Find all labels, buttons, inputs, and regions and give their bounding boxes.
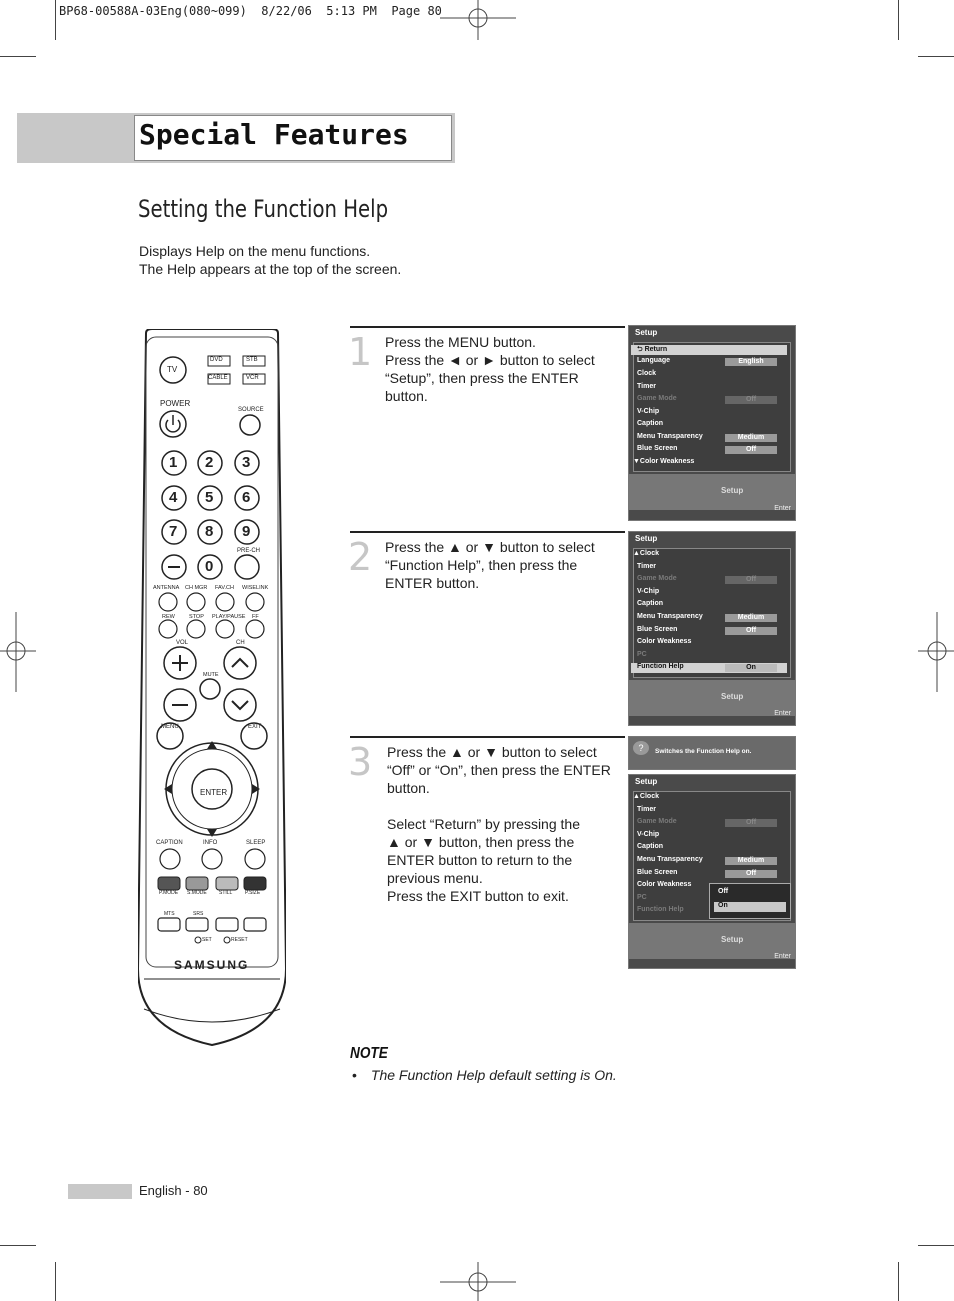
menu-item-vchip[interactable]: V-Chip [637,831,660,838]
menu-item-clock[interactable]: Clock [637,370,657,377]
menu-value: Off [725,576,777,584]
menu-value: On [725,664,777,672]
menu-value: Medium [725,857,777,865]
step-3-rule [350,736,625,738]
note-body: The Function Help default setting is On. [370,1067,617,1083]
step-2-text: Press the ▲ or ▼ button to select “Function Help”, then press the ENTER button. [385,539,595,591]
remote-digit-7: 7 [169,523,178,540]
remote-smode-label: S.MODE [187,890,207,896]
remote-stb-label: STB [246,357,258,363]
off-on-popup [709,883,791,919]
menu-item-caption[interactable]: Caption [637,843,664,850]
remote-stop-label: STOP [189,614,204,620]
setup-tab-label: Setup [721,692,744,701]
remote-caption-label: CAPTION [156,840,183,846]
step-2-rule [350,531,625,533]
remote-control-illustration [138,329,286,1047]
menu-item-color-weakness[interactable]: Color Weakness [637,881,692,888]
menu-item-menu-transparency[interactable]: Menu Transparency Medium [637,613,787,623]
remote-enter-label: ENTER [200,788,228,797]
remote-brand-logo: SAMSUNG [174,958,250,972]
setup-screen-2 [628,531,796,726]
note-text [352,1067,617,1083]
remote-exit-label: EXIT [248,724,262,730]
screen-title: Setup [635,328,658,337]
help-text: Switches the Function Help on. [655,748,752,755]
enter-hint: Enter [774,953,791,960]
remote-still-label: STILL [219,890,233,896]
menu-item-timer[interactable]: Timer [637,806,656,813]
remote-favch-label: FAV.CH [215,585,234,591]
screen-title: Setup [635,777,658,786]
menu-item-timer[interactable]: Timer [637,563,656,570]
remote-antenna-label: ANTENNA [153,585,180,591]
menu-item-clock[interactable]: ▲Clock [633,550,659,557]
menu-item-vchip[interactable]: V-Chip [637,408,660,415]
menu-value: English [725,358,777,366]
registration-mark-right [918,612,954,692]
page-number: English - 80 [139,1183,208,1198]
setup-tab-label: Setup [721,486,744,495]
menu-item-language[interactable]: Language English [637,357,787,367]
remote-digit-9: 9 [242,523,251,540]
menu-item-vchip[interactable]: V-Chip [637,588,660,595]
menu-item-menu-transparency[interactable]: Menu Transparency Medium [637,433,787,443]
menu-item-game-mode: Game Mode Off [637,575,787,585]
setup-screen-1 [628,325,796,521]
screen-footer [629,923,795,959]
remote-digit-3: 3 [242,454,251,471]
menu-item-menu-transparency[interactable]: Menu Transparency Medium [637,856,787,866]
menu-item-blue-screen[interactable]: Blue Screen Off [637,869,787,879]
menu-value: Medium [725,434,777,442]
menu-item-color-weakness[interactable]: ▼Color Weakness [633,458,695,465]
intro-text [139,242,401,278]
menu-item-color-weakness[interactable]: Color Weakness [637,638,692,645]
note-bullet: • [352,1067,357,1083]
menu-item-game-mode: Game Mode Off [637,818,787,828]
help-icon: ? [633,741,649,755]
remote-ch-label: CH [236,640,245,646]
menu-value: Medium [725,614,777,622]
menu-item-blue-screen[interactable]: Blue Screen Off [637,445,787,455]
intro-line-2: The Help appears at the top of the screen. [139,261,402,277]
remote-chmgr-label: CH MGR [185,585,208,591]
remote-digit-6: 6 [242,489,251,506]
menu-item-caption[interactable]: Caption [637,600,664,607]
remote-wiselink-label: WISELINK [242,585,269,591]
remote-digit-8: 8 [205,523,214,540]
menu-value: Off [725,446,777,454]
section-title: Setting the Function Help [138,195,389,223]
popup-option-off[interactable]: Off [718,888,729,895]
screen-footer [629,680,795,716]
menu-item-caption[interactable]: Caption [637,420,664,427]
screen-title: Setup [635,534,658,543]
remote-srs-label: SRS [193,911,204,917]
menu-item-clock[interactable]: ▲Clock [633,793,659,800]
remote-dvd-label: DVD [210,357,223,363]
remote-sleep-label: SLEEP [246,840,266,846]
remote-reset-label: RESET [231,937,248,943]
note-title: NOTE [350,1045,388,1062]
step-1-text: Press the MENU button. Press the ◄ or ► button to select “Setup”, then press the ENTER button. [385,334,595,404]
enter-hint: Enter [774,710,791,717]
remote-digit-5: 5 [205,489,214,506]
registration-mark-left [0,612,36,692]
menu-item-return[interactable]: ⮌ Return [631,345,787,355]
step-3-text: Press the ▲ or ▼ button to select “Off” or “On”, then press the ENTER button. Select “Return” by pressing the ▲ or ▼ button, then press the ENTER button to return to the previous menu. Press the EXIT button to exit. [387,744,611,904]
setup-tab-label: Setup [721,935,744,944]
remote-menu-label: MENU [161,724,179,730]
remote-playpause-label: PLAY/PAUSE [212,614,246,620]
step-2-number: 2 [348,535,373,579]
remote-rew-label: REW [162,614,175,620]
remote-digit-4: 4 [169,489,178,506]
remote-info-label: INFO [203,840,218,846]
menu-item-function-help: Function Help [637,906,684,913]
remote-pmode-label: P.MODE [159,890,179,896]
remote-vcr-label: VCR [246,375,259,381]
remote-vol-label: VOL [176,640,189,646]
menu-value: Off [725,627,777,635]
remote-psize-label: P.SIZE [245,890,261,896]
remote-power-label: POWER [160,399,191,408]
page-title: Special Features [139,118,409,151]
step-1-number: 1 [348,330,373,374]
remote-mts-label: MTS [164,911,175,917]
registration-mark-bottom [440,1262,516,1301]
function-help-banner [628,736,796,770]
footer-band [68,1184,132,1199]
remote-digit-1: 1 [169,454,178,471]
return-icon: ⮌ [637,346,645,353]
remote-digit-0: 0 [205,558,214,575]
menu-value: Off [725,819,777,827]
intro-line-1: Displays Help on the menu functions. [139,243,371,259]
menu-item-game-mode: Game Mode Off [637,395,787,405]
remote-digit-2: 2 [205,454,214,471]
step-3-number: 3 [348,740,373,784]
remote-prech-label: PRE-CH [237,548,261,554]
remote-source-label: SOURCE [238,407,264,413]
remote-mute-label: MUTE [203,672,219,678]
remote-cable-label: CABLE [208,375,228,381]
step-1-rule [350,326,625,328]
menu-value: Off [725,396,777,404]
menu-item-blue-screen[interactable]: Blue Screen Off [637,626,787,636]
remote-tv-label: TV [167,365,178,374]
menu-item-timer[interactable]: Timer [637,383,656,390]
registration-mark-top [440,0,516,40]
setup-screen-3 [628,774,796,969]
screen-footer [629,474,795,510]
enter-hint: Enter [774,505,791,512]
popup-option-on[interactable]: On [714,902,786,912]
remote-set-label: SET [202,937,212,943]
print-info-line: BP68-00588A-03Eng(080~099) 8/22/06 5:13 PM Page 80 [59,4,442,18]
menu-item-pc: PC [637,651,647,658]
menu-value: Off [725,870,777,878]
menu-item-function-help[interactable]: Function Help On [631,663,787,673]
menu-item-pc: PC [637,894,647,901]
remote-ff-label: FF [252,614,259,620]
